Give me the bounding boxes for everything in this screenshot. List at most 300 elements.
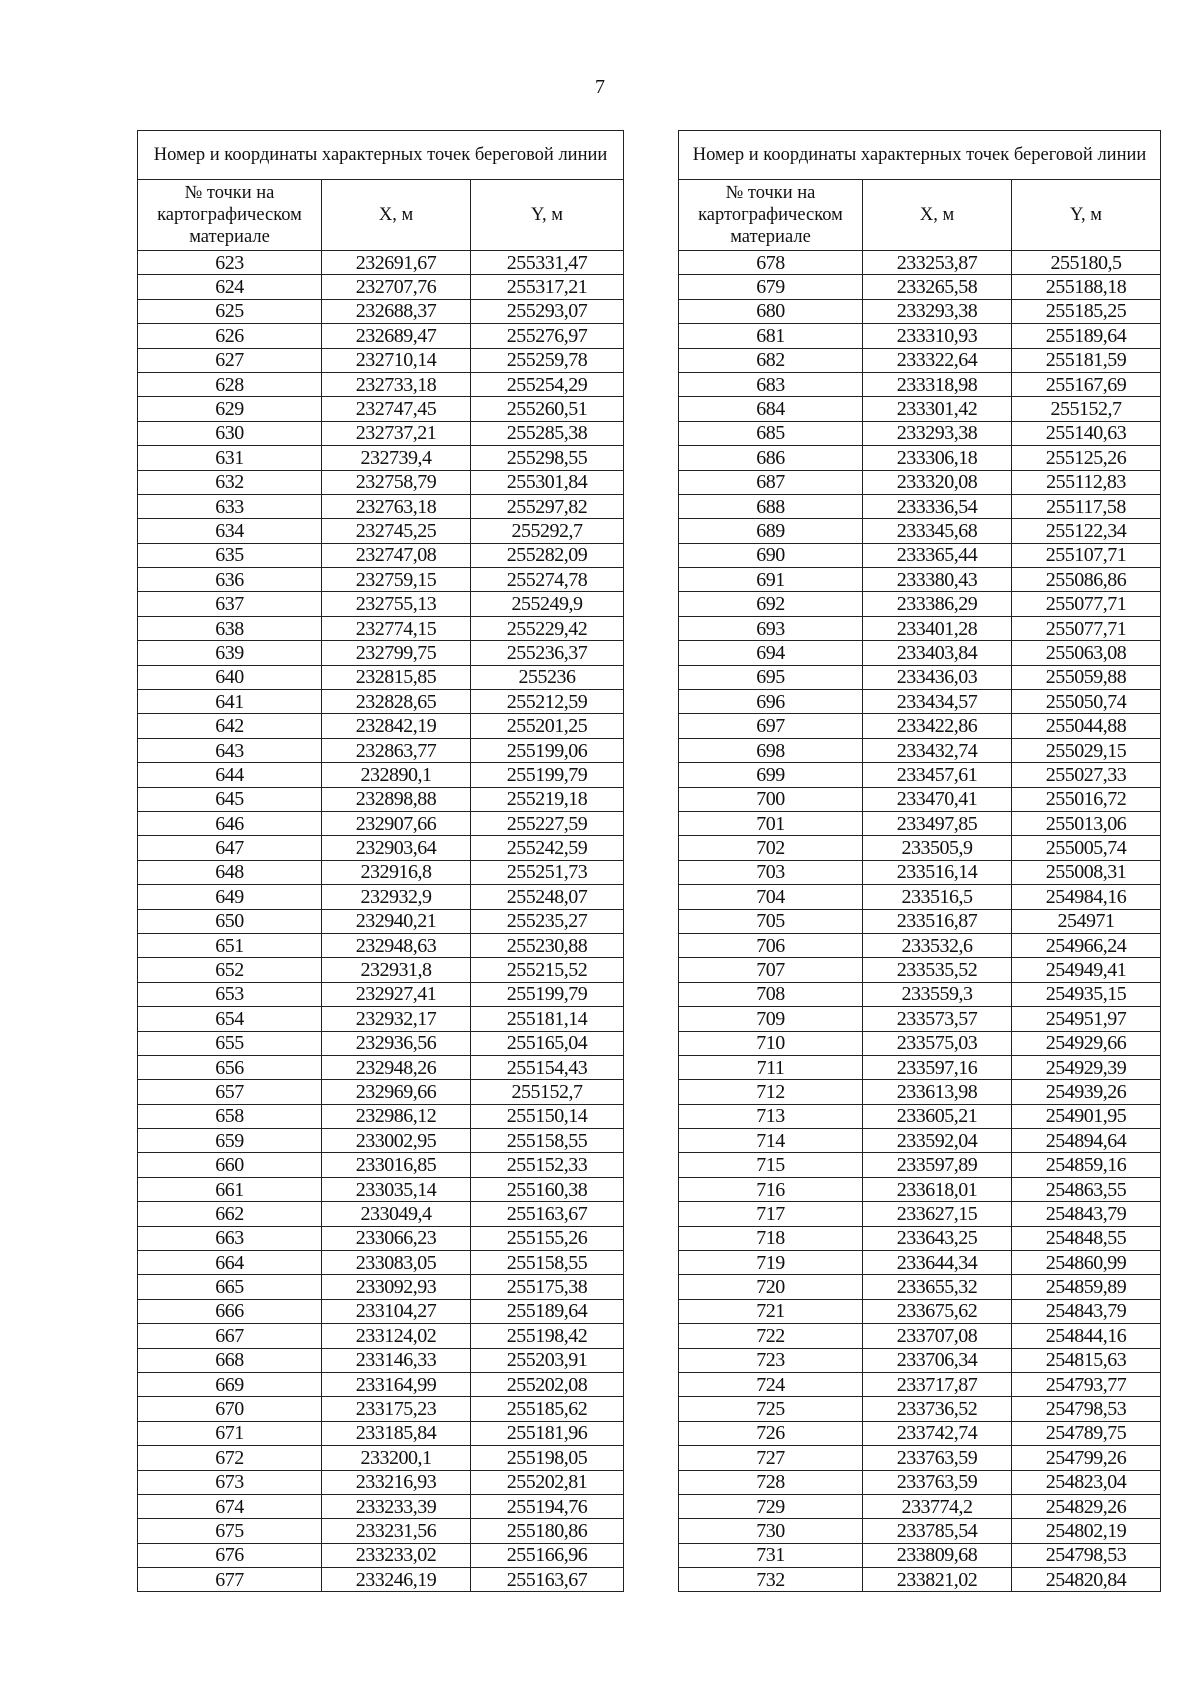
cell-point-number: 647	[138, 836, 322, 860]
cell-x: 232936,56	[322, 1031, 471, 1055]
cell-x: 233306,18	[863, 446, 1012, 470]
cell-y: 255292,7	[471, 519, 624, 543]
cell-x: 233265,58	[863, 275, 1012, 299]
cell-x: 233532,6	[863, 933, 1012, 957]
cell-point-number: 693	[679, 616, 863, 640]
table-row	[679, 1299, 1161, 1323]
table-row	[138, 275, 624, 299]
cell-y: 255236	[471, 665, 624, 689]
cell-y: 255077,71	[1012, 592, 1161, 616]
cell-y: 255163,67	[471, 1568, 624, 1592]
cell-x: 233336,54	[863, 494, 1012, 518]
cell-point-number: 643	[138, 738, 322, 762]
table-row	[679, 1202, 1161, 1226]
cell-point-number: 731	[679, 1543, 863, 1567]
cell-point-number: 714	[679, 1129, 863, 1153]
table-row	[138, 787, 624, 811]
cell-y: 255215,52	[471, 958, 624, 982]
cell-y: 255050,74	[1012, 690, 1161, 714]
column-header-point-number: № точки на картографическом материале	[138, 180, 322, 251]
cell-point-number: 672	[138, 1446, 322, 1470]
cell-y: 255251,73	[471, 860, 624, 884]
cell-x: 233535,52	[863, 958, 1012, 982]
cell-y: 254939,26	[1012, 1080, 1161, 1104]
cell-y: 255219,18	[471, 787, 624, 811]
cell-x: 233675,62	[863, 1299, 1012, 1323]
cell-y: 255125,26	[1012, 446, 1161, 470]
table-row	[679, 1397, 1161, 1421]
cell-x: 232927,41	[322, 982, 471, 1006]
coordinates-table-right	[678, 130, 1161, 1592]
table-row	[679, 1519, 1161, 1543]
cell-x: 232758,79	[322, 470, 471, 494]
cell-point-number: 719	[679, 1251, 863, 1275]
cell-y: 255044,88	[1012, 714, 1161, 738]
cell-x: 232799,75	[322, 641, 471, 665]
table-row	[138, 1494, 624, 1518]
cell-x: 232948,26	[322, 1055, 471, 1079]
cell-point-number: 713	[679, 1104, 863, 1128]
cell-point-number: 653	[138, 982, 322, 1006]
table-row	[138, 1251, 624, 1275]
cell-x: 232774,15	[322, 616, 471, 640]
table-row	[138, 1129, 624, 1153]
table-row	[679, 665, 1161, 689]
cell-y: 255117,58	[1012, 494, 1161, 518]
cell-point-number: 632	[138, 470, 322, 494]
cell-x: 232907,66	[322, 811, 471, 835]
cell-point-number: 630	[138, 421, 322, 445]
cell-x: 233066,23	[322, 1226, 471, 1250]
table-row	[138, 1372, 624, 1396]
cell-point-number: 650	[138, 909, 322, 933]
cell-point-number: 641	[138, 690, 322, 714]
table-row	[679, 1104, 1161, 1128]
table-row	[679, 1470, 1161, 1494]
cell-point-number: 635	[138, 543, 322, 567]
cell-x: 233655,32	[863, 1275, 1012, 1299]
cell-y: 254951,97	[1012, 1007, 1161, 1031]
table-row	[679, 982, 1161, 1006]
cell-x: 233380,43	[863, 568, 1012, 592]
table-row	[679, 421, 1161, 445]
table-row	[138, 1568, 624, 1592]
cell-x: 233164,99	[322, 1372, 471, 1396]
cell-x: 232747,08	[322, 543, 471, 567]
cell-x: 232710,14	[322, 348, 471, 372]
cell-y: 255202,81	[471, 1470, 624, 1494]
cell-x: 232815,85	[322, 665, 471, 689]
cell-x: 233516,87	[863, 909, 1012, 933]
cell-x: 232969,66	[322, 1080, 471, 1104]
cell-x: 233785,54	[863, 1519, 1012, 1543]
cell-y: 255189,64	[471, 1299, 624, 1323]
cell-point-number: 660	[138, 1153, 322, 1177]
cell-point-number: 704	[679, 885, 863, 909]
table-row	[138, 982, 624, 1006]
cell-point-number: 666	[138, 1299, 322, 1323]
cell-y: 255008,31	[1012, 860, 1161, 884]
cell-x: 232940,21	[322, 909, 471, 933]
cell-y: 255297,82	[471, 494, 624, 518]
cell-point-number: 720	[679, 1275, 863, 1299]
cell-point-number: 657	[138, 1080, 322, 1104]
cell-x: 233573,57	[863, 1007, 1012, 1031]
cell-point-number: 636	[138, 568, 322, 592]
cell-point-number: 682	[679, 348, 863, 372]
table-row	[138, 714, 624, 738]
table-row	[679, 836, 1161, 860]
cell-y: 254860,99	[1012, 1251, 1161, 1275]
cell-y: 255212,59	[471, 690, 624, 714]
cell-point-number: 669	[138, 1372, 322, 1396]
cell-x: 233185,84	[322, 1421, 471, 1445]
cell-x: 233301,42	[863, 397, 1012, 421]
coordinates-table-left	[137, 130, 624, 1592]
cell-x: 233231,56	[322, 1519, 471, 1543]
cell-point-number: 667	[138, 1324, 322, 1348]
table-row	[138, 1421, 624, 1445]
cell-point-number: 638	[138, 616, 322, 640]
cell-point-number: 730	[679, 1519, 863, 1543]
table-row	[679, 1494, 1161, 1518]
cell-point-number: 634	[138, 519, 322, 543]
cell-point-number: 646	[138, 811, 322, 835]
cell-y: 255227,59	[471, 811, 624, 835]
cell-point-number: 649	[138, 885, 322, 909]
table-title: Номер и координаты характерных точек береговой линии	[679, 131, 1161, 180]
cell-y: 255249,9	[471, 592, 624, 616]
cell-x: 233318,98	[863, 372, 1012, 396]
cell-point-number: 658	[138, 1104, 322, 1128]
cell-x: 233092,93	[322, 1275, 471, 1299]
cell-point-number: 645	[138, 787, 322, 811]
cell-y: 255180,86	[471, 1519, 624, 1543]
table-row	[679, 1275, 1161, 1299]
cell-point-number: 671	[138, 1421, 322, 1445]
cell-x: 232863,77	[322, 738, 471, 762]
cell-point-number: 640	[138, 665, 322, 689]
table-row	[138, 1299, 624, 1323]
table-row	[138, 324, 624, 348]
cell-y: 255194,76	[471, 1494, 624, 1518]
cell-y: 255181,96	[471, 1421, 624, 1445]
cell-y: 255152,7	[1012, 397, 1161, 421]
cell-point-number: 651	[138, 933, 322, 957]
cell-y: 255317,21	[471, 275, 624, 299]
cell-y: 255282,09	[471, 543, 624, 567]
cell-x: 233146,33	[322, 1348, 471, 1372]
cell-y: 255112,83	[1012, 470, 1161, 494]
table-row	[679, 1153, 1161, 1177]
cell-point-number: 721	[679, 1299, 863, 1323]
table-row	[138, 1031, 624, 1055]
cell-x: 233246,19	[322, 1568, 471, 1592]
table-row	[138, 1446, 624, 1470]
cell-point-number: 710	[679, 1031, 863, 1055]
table-row	[679, 885, 1161, 909]
table-row	[138, 372, 624, 396]
cell-x: 233293,38	[863, 421, 1012, 445]
cell-x: 233002,95	[322, 1129, 471, 1153]
table-row	[679, 909, 1161, 933]
cell-point-number: 637	[138, 592, 322, 616]
cell-point-number: 723	[679, 1348, 863, 1372]
cell-point-number: 639	[138, 641, 322, 665]
cell-y: 254789,75	[1012, 1421, 1161, 1445]
cell-x: 232948,63	[322, 933, 471, 957]
table-row	[679, 1543, 1161, 1567]
cell-y: 255027,33	[1012, 763, 1161, 787]
table-row	[679, 543, 1161, 567]
table-row	[138, 494, 624, 518]
cell-y: 255152,33	[471, 1153, 624, 1177]
table-row	[138, 860, 624, 884]
cell-x: 232931,8	[322, 958, 471, 982]
table-row	[679, 958, 1161, 982]
column-header-x: X, м	[322, 180, 471, 251]
table-row	[679, 1324, 1161, 1348]
cell-x: 233233,39	[322, 1494, 471, 1518]
table-row	[138, 568, 624, 592]
cell-y: 255201,25	[471, 714, 624, 738]
cell-x: 233613,98	[863, 1080, 1012, 1104]
table-row	[138, 543, 624, 567]
cell-point-number: 680	[679, 299, 863, 323]
table-row	[138, 836, 624, 860]
cell-x: 233470,41	[863, 787, 1012, 811]
cell-point-number: 691	[679, 568, 863, 592]
cell-y: 255077,71	[1012, 616, 1161, 640]
cell-y: 254859,89	[1012, 1275, 1161, 1299]
cell-point-number: 700	[679, 787, 863, 811]
cell-point-number: 729	[679, 1494, 863, 1518]
cell-y: 255181,14	[471, 1007, 624, 1031]
table-row	[138, 885, 624, 909]
cell-y: 254798,53	[1012, 1397, 1161, 1421]
cell-y: 255160,38	[471, 1177, 624, 1201]
cell-point-number: 695	[679, 665, 863, 689]
cell-y: 255167,69	[1012, 372, 1161, 396]
cell-x: 233575,03	[863, 1031, 1012, 1055]
table-row	[679, 1177, 1161, 1201]
cell-point-number: 725	[679, 1397, 863, 1421]
cell-x: 233516,14	[863, 860, 1012, 884]
cell-y: 254829,26	[1012, 1494, 1161, 1518]
cell-x: 232737,21	[322, 421, 471, 445]
table-row	[138, 1348, 624, 1372]
cell-y: 254971	[1012, 909, 1161, 933]
cell-x: 233386,29	[863, 592, 1012, 616]
cell-y: 254843,79	[1012, 1299, 1161, 1323]
cell-y: 255236,37	[471, 641, 624, 665]
cell-point-number: 711	[679, 1055, 863, 1079]
table-row	[138, 1104, 624, 1128]
cell-x: 233345,68	[863, 519, 1012, 543]
cell-y: 254848,55	[1012, 1226, 1161, 1250]
cell-point-number: 681	[679, 324, 863, 348]
cell-point-number: 631	[138, 446, 322, 470]
cell-point-number: 670	[138, 1397, 322, 1421]
cell-point-number: 716	[679, 1177, 863, 1201]
cell-point-number: 692	[679, 592, 863, 616]
cell-point-number: 732	[679, 1568, 863, 1592]
table-row	[138, 421, 624, 445]
cell-x: 233322,64	[863, 348, 1012, 372]
table-row	[138, 690, 624, 714]
cell-y: 254793,77	[1012, 1372, 1161, 1396]
cell-y: 254929,66	[1012, 1031, 1161, 1055]
table-row	[679, 1568, 1161, 1592]
cell-point-number: 707	[679, 958, 863, 982]
cell-x: 232745,25	[322, 519, 471, 543]
table-row	[679, 470, 1161, 494]
cell-y: 254799,26	[1012, 1446, 1161, 1470]
cell-y: 255158,55	[471, 1129, 624, 1153]
cell-y: 254859,16	[1012, 1153, 1161, 1177]
table-row	[679, 1055, 1161, 1079]
cell-x: 233083,05	[322, 1251, 471, 1275]
table-row	[679, 568, 1161, 592]
cell-y: 254949,41	[1012, 958, 1161, 982]
cell-y: 255029,15	[1012, 738, 1161, 762]
cell-x: 233559,3	[863, 982, 1012, 1006]
cell-y: 255199,06	[471, 738, 624, 762]
cell-x: 232733,18	[322, 372, 471, 396]
cell-x: 232759,15	[322, 568, 471, 592]
table-row	[679, 1421, 1161, 1445]
table-row	[679, 1007, 1161, 1031]
cell-x: 232688,37	[322, 299, 471, 323]
table-row	[138, 1080, 624, 1104]
cell-x: 233049,4	[322, 1202, 471, 1226]
cell-x: 232828,65	[322, 690, 471, 714]
cell-y: 254935,15	[1012, 982, 1161, 1006]
cell-point-number: 642	[138, 714, 322, 738]
table-row	[679, 787, 1161, 811]
cell-point-number: 665	[138, 1275, 322, 1299]
cell-point-number: 629	[138, 397, 322, 421]
cell-x: 233627,15	[863, 1202, 1012, 1226]
cell-point-number: 633	[138, 494, 322, 518]
cell-y: 255165,04	[471, 1031, 624, 1055]
table-row	[679, 1031, 1161, 1055]
cell-point-number: 701	[679, 811, 863, 835]
cell-point-number: 677	[138, 1568, 322, 1592]
table-row	[138, 1397, 624, 1421]
cell-y: 255140,63	[1012, 421, 1161, 445]
cell-x: 233618,01	[863, 1177, 1012, 1201]
cell-point-number: 684	[679, 397, 863, 421]
cell-x: 233365,44	[863, 543, 1012, 567]
table-row	[679, 324, 1161, 348]
column-header-y: Y, м	[1012, 180, 1161, 251]
cell-point-number: 708	[679, 982, 863, 1006]
table-row	[679, 299, 1161, 323]
cell-point-number: 702	[679, 836, 863, 860]
table-row	[679, 519, 1161, 543]
cell-x: 232707,76	[322, 275, 471, 299]
column-header-y: Y, м	[471, 180, 624, 251]
cell-x: 233124,02	[322, 1324, 471, 1348]
cell-point-number: 628	[138, 372, 322, 396]
cell-x: 233436,03	[863, 665, 1012, 689]
cell-y: 255254,29	[471, 372, 624, 396]
cell-point-number: 685	[679, 421, 863, 445]
cell-y: 255203,91	[471, 1348, 624, 1372]
cell-point-number: 728	[679, 1470, 863, 1494]
cell-point-number: 644	[138, 763, 322, 787]
table-row	[138, 592, 624, 616]
cell-x: 233597,89	[863, 1153, 1012, 1177]
cell-point-number: 724	[679, 1372, 863, 1396]
table-row	[138, 738, 624, 762]
table-title: Номер и координаты характерных точек береговой линии	[138, 131, 624, 180]
cell-x: 233644,34	[863, 1251, 1012, 1275]
cell-x: 232842,19	[322, 714, 471, 738]
cell-point-number: 705	[679, 909, 863, 933]
cell-y: 254844,16	[1012, 1324, 1161, 1348]
cell-y: 255202,08	[471, 1372, 624, 1396]
table-row	[679, 348, 1161, 372]
cell-point-number: 699	[679, 763, 863, 787]
cell-point-number: 697	[679, 714, 863, 738]
table-row	[138, 1543, 624, 1567]
column-header-point-number: № точки на картографическом материале	[679, 180, 863, 251]
cell-x: 233706,34	[863, 1348, 1012, 1372]
table-row	[679, 446, 1161, 470]
cell-x: 233216,93	[322, 1470, 471, 1494]
cell-y: 255154,43	[471, 1055, 624, 1079]
cell-y: 254894,64	[1012, 1129, 1161, 1153]
cell-y: 255016,72	[1012, 787, 1161, 811]
cell-y: 255301,84	[471, 470, 624, 494]
table-row	[138, 763, 624, 787]
cell-x: 233497,85	[863, 811, 1012, 835]
cell-point-number: 655	[138, 1031, 322, 1055]
cell-x: 233516,5	[863, 885, 1012, 909]
cell-y: 254984,16	[1012, 885, 1161, 909]
cell-x: 233597,16	[863, 1055, 1012, 1079]
cell-y: 255152,7	[471, 1080, 624, 1104]
cell-point-number: 659	[138, 1129, 322, 1153]
cell-y: 254901,95	[1012, 1104, 1161, 1128]
cell-point-number: 673	[138, 1470, 322, 1494]
table-row	[138, 616, 624, 640]
cell-y: 255188,18	[1012, 275, 1161, 299]
cell-point-number: 696	[679, 690, 863, 714]
cell-x: 232755,13	[322, 592, 471, 616]
cell-x: 233293,38	[863, 299, 1012, 323]
cell-point-number: 717	[679, 1202, 863, 1226]
table-row	[138, 1153, 624, 1177]
table-row	[679, 372, 1161, 396]
cell-y: 255199,79	[471, 982, 624, 1006]
cell-y: 254823,04	[1012, 1470, 1161, 1494]
cell-point-number: 675	[138, 1519, 322, 1543]
cell-y: 255185,25	[1012, 299, 1161, 323]
cell-x: 233742,74	[863, 1421, 1012, 1445]
cell-point-number: 668	[138, 1348, 322, 1372]
cell-point-number: 688	[679, 494, 863, 518]
table-row	[138, 1202, 624, 1226]
cell-point-number: 709	[679, 1007, 863, 1031]
column-header-x: X, м	[863, 180, 1012, 251]
table-row	[138, 348, 624, 372]
cell-y: 254863,55	[1012, 1177, 1161, 1201]
cell-point-number: 664	[138, 1251, 322, 1275]
table-row	[138, 811, 624, 835]
